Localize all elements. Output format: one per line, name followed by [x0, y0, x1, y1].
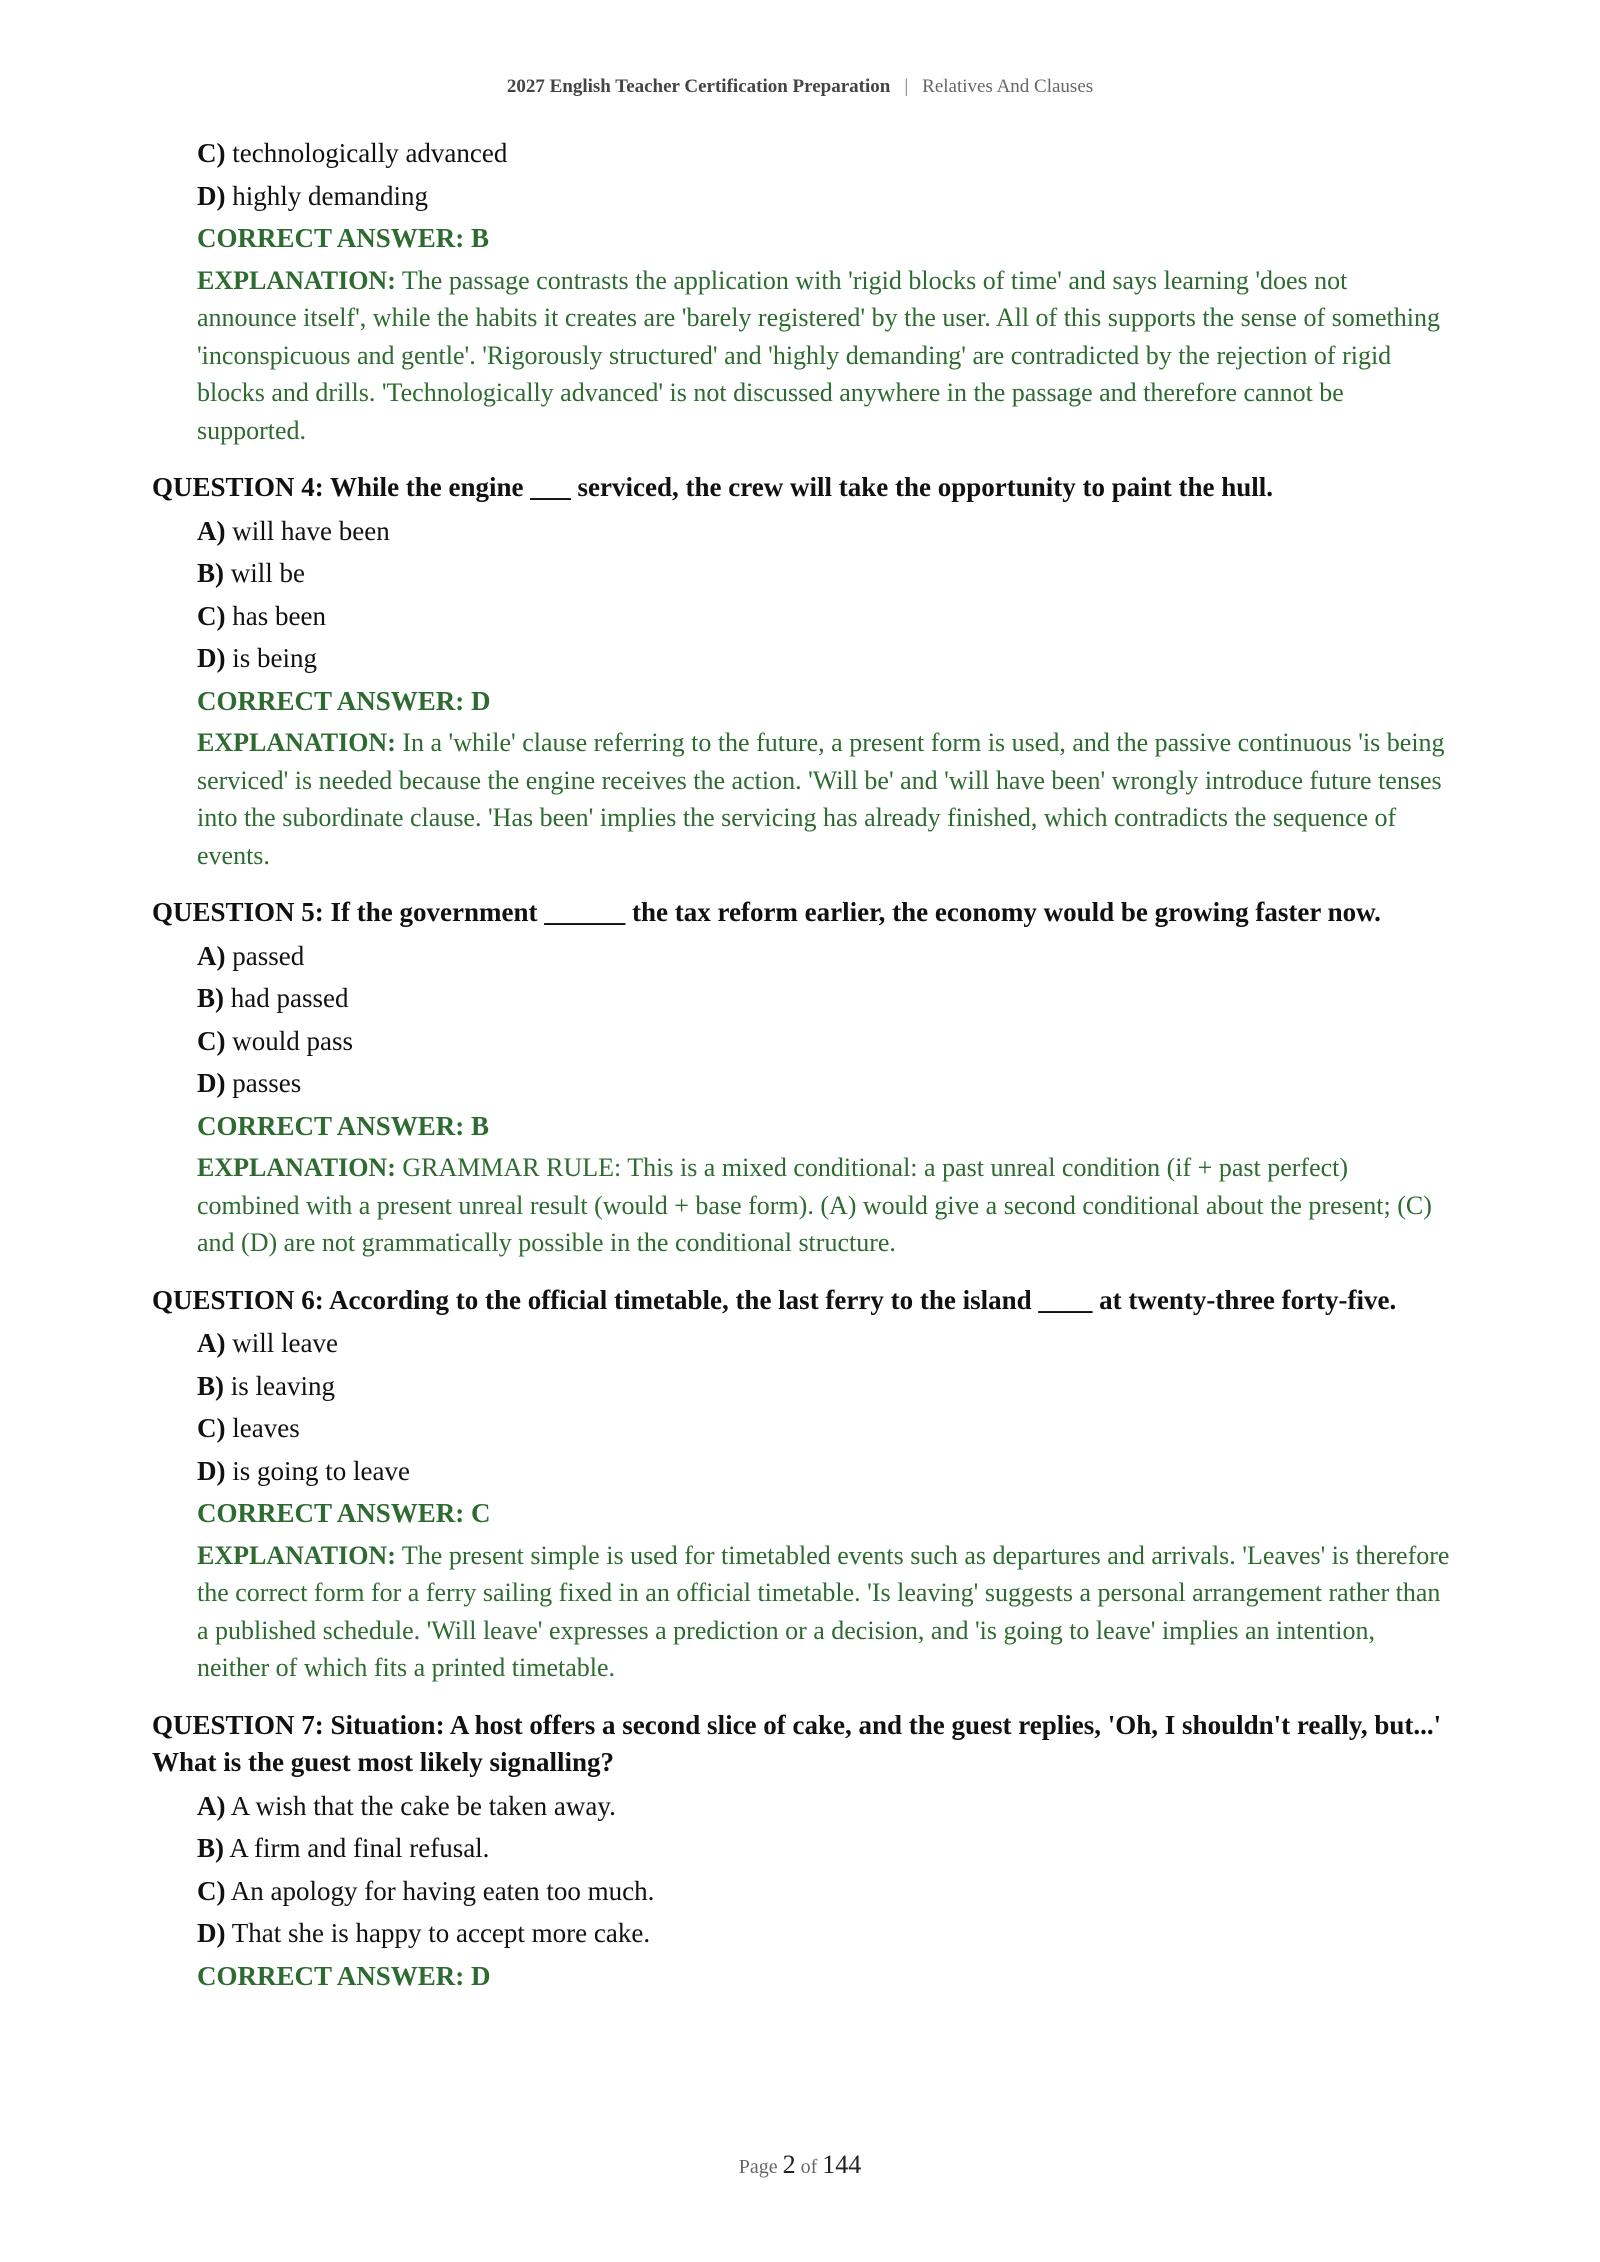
option-a	[197, 1322, 1452, 1365]
question-6	[152, 1282, 1452, 1687]
option-d	[197, 175, 1452, 218]
option-letter: C)	[197, 1025, 226, 1056]
question-7	[152, 1707, 1452, 1998]
option-text: has been	[232, 600, 326, 631]
options-list	[197, 935, 1452, 1105]
option-text: is leaving	[230, 1370, 335, 1401]
option-text: will leave	[232, 1328, 338, 1358]
explanation-text: In a 'while' clause referring to the future, a present form is used, and the passive continuous 'is being serviced' is needed because the engine receives the action. 'Will be' and 'will have been' wrongly introduce future tenses into the subordinate clause. 'Has been' implies the servicing has already finished, which contradicts the sequence of events.	[197, 728, 1445, 870]
header-separator: |	[904, 76, 909, 97]
explanation	[197, 724, 1452, 874]
explanation-label: EXPLANATION:	[197, 1540, 396, 1570]
explanation-label: EXPLANATION:	[197, 728, 396, 757]
option-d	[197, 1912, 1452, 1955]
explanation	[197, 1537, 1452, 1687]
option-c	[197, 1407, 1452, 1450]
option-text: is being	[232, 643, 317, 673]
options-list	[197, 1322, 1452, 1492]
option-letter: A)	[197, 940, 226, 971]
page-content	[152, 132, 1452, 1997]
option-b	[197, 977, 1452, 1020]
option-letter: D)	[197, 1918, 226, 1948]
option-letter: D)	[197, 180, 226, 211]
explanation-label: EXPLANATION:	[197, 265, 396, 295]
option-a	[197, 510, 1452, 553]
option-text: would pass	[232, 1025, 353, 1056]
option-text: An apology for having eaten too much.	[230, 1875, 655, 1906]
option-a	[197, 935, 1452, 978]
page-number: 2	[782, 2150, 796, 2179]
correct-answer: CORRECT ANSWER: D	[197, 1960, 491, 1991]
option-b	[197, 1827, 1452, 1870]
explanation-label: EXPLANATION:	[197, 1153, 396, 1182]
option-c	[197, 1020, 1452, 1063]
correct-answer: CORRECT ANSWER: B	[197, 1110, 490, 1141]
option-letter: A)	[197, 1328, 226, 1358]
question-3-continued	[152, 132, 1452, 449]
options-list	[197, 510, 1452, 680]
option-d	[197, 1450, 1452, 1493]
option-text: A wish that the cake be taken away.	[230, 1790, 616, 1821]
explanation-text: The present simple is used for timetabled events such as departures and arrivals. 'Leaves' is therefore the correct form for a ferry sailing fixed in an official timetable. 'Is leaving' suggests a personal arrangement rather than a published schedule. 'Will leave' expresses a prediction or a decision, and 'is going to leave' implies an intention, neither of which fits a printed timetable.	[197, 1540, 1450, 1682]
option-letter: D)	[197, 643, 226, 673]
explanation-text: GRAMMAR RULE: This is a mixed conditional: a past unreal condition (if + past perfect) combined with a present unreal result (would + base form). (A) would give a second conditional about the present; (C) and (D) are not grammatically possible in the conditional structure.	[197, 1153, 1432, 1257]
option-c	[197, 1870, 1452, 1913]
page-header	[0, 76, 1600, 98]
option-text: will be	[230, 558, 305, 588]
explanation	[197, 1149, 1452, 1262]
option-text: That she is happy to accept more cake.	[231, 1918, 651, 1948]
option-text: passed	[232, 940, 305, 971]
option-text: highly demanding	[232, 180, 428, 211]
option-text: leaves	[232, 1413, 300, 1443]
option-text: will have been	[232, 515, 390, 546]
explanation-text: The passage contrasts the application with 'rigid blocks of time' and says learning 'does not announce itself', while the habits it creates are 'barely registered' by the user. All of this supports the sense of something 'inconspicuous and gentle'. 'Rigorously structured' and 'highly demanding' are contradicted by the rejection of rigid blocks and drills. 'Technologically advanced' is not discussed anywhere in the passage and therefore cannot be supported.	[197, 265, 1440, 445]
correct-answer: CORRECT ANSWER: C	[197, 1498, 491, 1528]
document-title: 2027 English Teacher Certification Preparation	[506, 76, 891, 97]
option-text: passes	[232, 1068, 302, 1098]
option-letter: D)	[197, 1455, 226, 1486]
option-b	[197, 552, 1452, 595]
option-a	[197, 1785, 1452, 1828]
question-4	[152, 469, 1452, 874]
option-text: had passed	[230, 983, 349, 1013]
option-c	[197, 595, 1452, 638]
question-title: QUESTION 4: While the engine ___ serviced, the crew will take the opportunity to paint the hull.	[152, 472, 1274, 502]
explanation	[197, 262, 1452, 450]
options-list	[197, 1785, 1452, 1955]
option-text: is going to leave	[232, 1455, 410, 1486]
option-letter: C)	[197, 138, 226, 168]
correct-answer: CORRECT ANSWER: D	[197, 685, 491, 716]
question-title: QUESTION 7: Situation: A host offers a second slice of cake, and the guest replies, 'Oh, I shouldn't really, but...' What is the guest most likely signalling?	[152, 1709, 1442, 1777]
option-text: A firm and final refusal.	[229, 1833, 490, 1863]
question-title: QUESTION 6: According to the official timetable, the last ferry to the island ____ at twenty-three forty-five.	[152, 1284, 1397, 1315]
option-letter: B)	[197, 1370, 224, 1401]
option-letter: B)	[197, 1833, 224, 1863]
option-letter: B)	[197, 983, 224, 1013]
option-letter: C)	[197, 600, 226, 631]
option-letter: B)	[197, 558, 224, 588]
option-letter: C)	[197, 1875, 226, 1906]
option-d	[197, 1062, 1452, 1105]
option-c	[197, 132, 1452, 175]
option-d	[197, 637, 1452, 680]
page-footer	[0, 2150, 1600, 2180]
question-5	[152, 894, 1452, 1262]
options-list	[197, 132, 1452, 217]
option-letter: C)	[197, 1413, 226, 1443]
option-letter: D)	[197, 1068, 226, 1098]
question-title: QUESTION 5: If the government ______ the tax reform earlier, the economy would be growing faster now.	[152, 897, 1381, 927]
total-pages: 144	[822, 2150, 862, 2179]
option-letter: A)	[197, 515, 226, 546]
option-letter: A)	[197, 1790, 226, 1821]
of-word: of	[800, 2156, 818, 2178]
section-title: Relatives And Clauses	[922, 76, 1094, 97]
page-word: Page	[738, 2156, 778, 2178]
option-b	[197, 1365, 1452, 1408]
correct-answer: CORRECT ANSWER: B	[197, 223, 490, 253]
option-text: technologically advanced	[232, 138, 508, 168]
